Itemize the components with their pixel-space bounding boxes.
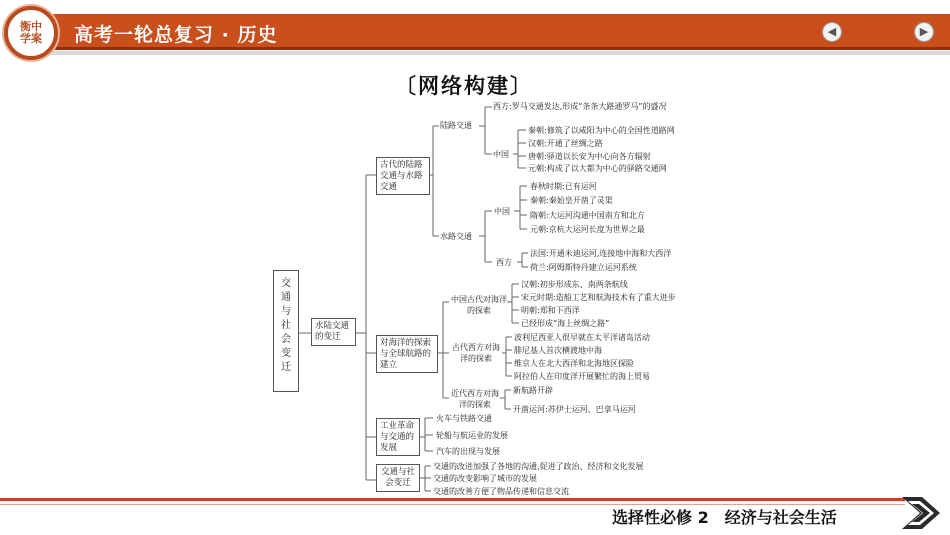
- water-china-item: 秦朝:秦始皇开凿了灵渠: [530, 196, 613, 205]
- ocean-china-item: 宋元时期:造船工艺和航海技术有了重大进步: [521, 293, 676, 302]
- land-label: 陆路交通: [440, 121, 472, 130]
- ocean-west-label: 古代西方对海洋的探索: [452, 343, 500, 363]
- chevron-left-icon[interactable]: ◀: [822, 22, 842, 42]
- water-west-item: 荷兰:阿姆斯特丹建立运河系统: [530, 263, 637, 272]
- footer-rule: [0, 498, 905, 501]
- land-china-item: 汉朝:开通了丝绸之路: [528, 139, 603, 148]
- ocean-west-item: 维京人在北大西洋和北海地区探险: [514, 359, 634, 368]
- ocean-west-item: 阿拉伯人在印度洋开展繁忙的海上贸易: [514, 372, 650, 381]
- school-logo: [4, 6, 58, 60]
- society-item: 交通的改变影响了城市的发展: [433, 474, 537, 483]
- industrial-item: 轮船与航运业的发展: [436, 431, 508, 440]
- ocean-china-item: 明朝:郑和下西洋: [521, 306, 580, 315]
- water-west-label: 西方: [496, 258, 512, 267]
- ocean-china-item: 已经形成“海上丝绸之路”: [521, 319, 610, 328]
- water-china-label: 中国: [494, 207, 510, 216]
- land-china-item: 唐朝:驿道以长安为中心向各方辐射: [528, 152, 651, 161]
- branch-society: 交通与社会变迁: [376, 464, 420, 492]
- logo-line-1: 衡中: [20, 20, 42, 33]
- ocean-modern-label: 近代西方对海洋的探索: [451, 389, 499, 409]
- branch-ocean: 对海洋的探索与全球航路的建立: [376, 335, 438, 373]
- root-node: 交通与社会变迁: [273, 270, 299, 392]
- footer-text: 选择性必修 2 经济与社会生活: [612, 508, 837, 527]
- ocean-west-item: 腓尼基人首次横渡地中海: [514, 346, 602, 355]
- branch-industrial: 工业革命与交通的发展: [376, 418, 420, 456]
- water-china-item: 隋朝:大运河沟通中国南方和北方: [530, 211, 645, 220]
- branch-land-water: 古代的陆路交通与水路交通: [376, 157, 430, 195]
- ocean-west-item: 波利尼西亚人很早就在太平洋诸岛活动: [514, 333, 650, 342]
- land-china-item: 秦朝:修筑了以咸阳为中心的全国性道路网: [528, 126, 675, 135]
- footer-bar: [0, 495, 950, 535]
- header-title: 高考一轮总复习 · 历史: [74, 24, 278, 46]
- arrow-right-icon[interactable]: [898, 495, 944, 531]
- ocean-modern-item: 开凿运河:苏伊士运河、巴拿马运河: [513, 405, 636, 414]
- water-china-item: 元朝:京杭大运河长度为世界之最: [530, 225, 645, 234]
- industrial-item: 火车与铁路交通: [436, 414, 492, 423]
- industrial-item: 汽车的出现与发展: [436, 447, 500, 456]
- water-label: 水路交通: [440, 232, 472, 241]
- society-item: 交通的改进加强了各地的沟通,促进了政治、经济和文化发展: [433, 462, 644, 471]
- page-title: 〔网络构建〕: [395, 74, 533, 98]
- society-item: 交通的改善方便了物品传递和信息交流: [433, 487, 569, 496]
- level1-node: 水陆交通的变迁: [311, 318, 356, 346]
- land-china-label: 中国: [493, 150, 509, 159]
- land-west: 西方:罗马交通发达,形成“条条大路通罗马”的盛况: [493, 102, 667, 111]
- water-china-item: 春秋时期:已有运河: [530, 182, 597, 191]
- land-china-item: 元朝:构成了以大都为中心的驿路交通网: [528, 164, 667, 173]
- water-west-item: 法国:开通米迪运河,连接地中海和大西洋: [530, 249, 672, 258]
- ocean-modern-item: 新航路开辟: [513, 386, 553, 395]
- ocean-china-label: 中国古代对海洋的探索: [451, 295, 507, 315]
- ocean-china-item: 汉朝:初步形成东、南两条航线: [521, 280, 628, 289]
- chevron-right-icon[interactable]: ▶: [914, 22, 934, 42]
- logo-line-2: 学案: [20, 32, 42, 45]
